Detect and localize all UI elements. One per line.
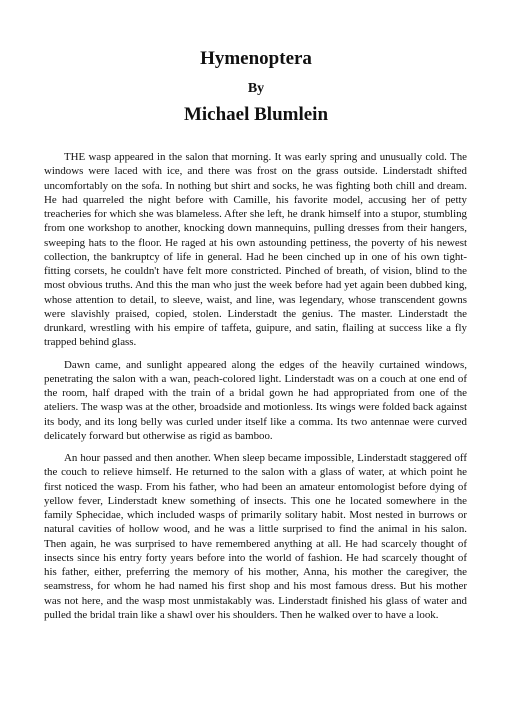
byline: By: [247, 81, 265, 96]
paragraph-2: Dawn came, and sunlight appeared along the edges of the heavily curtained windows, penetrating the salon with a wan, peach-colored light. Linderstadt was on a couch at one end of the room, half draped with the train of a bridal gown he had appropriated from one of the ateliers. The wasp was at the other, broadside and motionless. Its wings were folded back against its body, and its long belly was curled under itself like a comma. Its two antennae were curved delicately forward but otherwise as rigid as bamboo.: [44, 358, 467, 442]
document-title: Hymenoptera: [200, 48, 312, 69]
paragraph-1: THE wasp appeared in the salon that morning. It was early spring and unusually cold. The windows were laced with ice, and there was frost on the grass outside. Linderstadt shifted uncomfortably on the sofa. In nothing but shirt and socks, he was fighting both chill and dream. He had quarreled the night before with Camille, his favorite model, accusing her of petty treacheries for which she was blameless. After she left, he drank himself into a stupor, stumbling from one workshop to another, knocking down mannequins, pulling dresses from their hangers, sweeping hats to the floor. He raged at his own astounding pettiness, the poverty of his newest collection, the bankruptcy of life in general. Had he been cinched up in one of his own tight-fitting corsets, he couldn't have felt more constricted. Pinched of breath, of vision, blind to the most obvious truths. And this the man who just the week before had yet again been dubbed king, whose attention to detail, to sleeve, waist, and line, was legendary, whose transcendent gowns were slavishly praised, copied, stolen. Linderstadt the genius. The master. Linderstadt the drunkard, wrestling with his empire of taffeta, guipure, and satin, flailing at success like a fly trapped behind glass.: [44, 151, 467, 349]
paragraph-3: An hour passed and then another. When sleep became impossible, Linderstadt staggered off the couch to relieve himself. He returned to the salon with a glass of water, at which point he first noticed the wasp. From his father, who had been an amateur entomologist before dying of yellow fever, Linderstadt knew something of insects. This one he located somewhere in the family Sphecidae, which included wasps of primarily solitary habit. Most nested in burrows or natural cavities of hollow wood, and he was a little surprised to find the animal in his salon. Then again, he was surprised to have remembered anything at all. He had scarcely thought of insects since his entry forty years before into the world of fashion. He had scarcely thought of his father, either, preferring the memory of his mother, Anna, his mother the caregiver, the seamstress, for whom he had named his first shop and his most famous dress. But his mother was not here, and the wasp most unmistakably was. Linderstadt finished his glass of water and pulled the bridal train like a shawl over his shoulders. Then he walked over to have a look.: [44, 452, 467, 621]
author-name: Michael Blumlein: [183, 104, 329, 125]
body-text: [44, 150, 467, 630]
